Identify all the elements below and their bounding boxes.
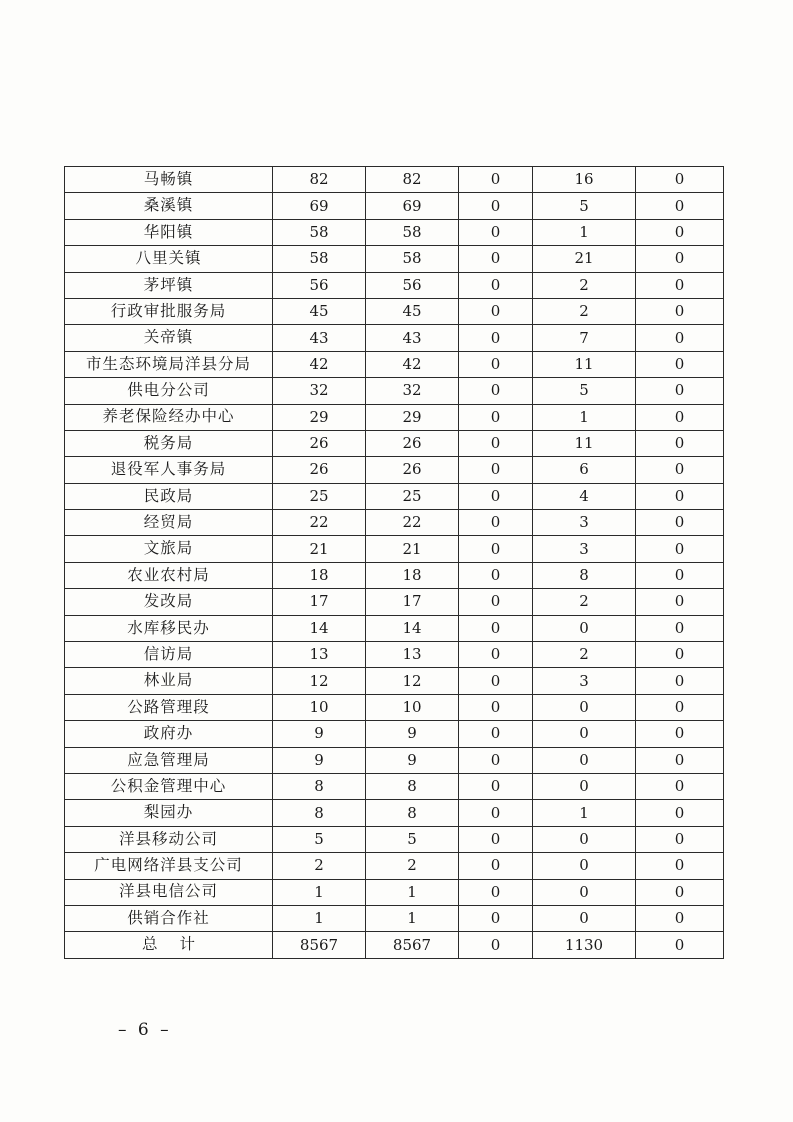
unit-name-cell: 八里关镇 bbox=[65, 246, 273, 272]
value-cell-4: 2 bbox=[533, 298, 636, 324]
value-cell-3: 0 bbox=[459, 826, 533, 852]
unit-name-cell: 经贸局 bbox=[65, 510, 273, 536]
value-cell-5: 0 bbox=[636, 351, 724, 377]
value-cell-5: 0 bbox=[636, 536, 724, 562]
table-row bbox=[65, 853, 724, 879]
unit-name-cell: 退役军人事务局 bbox=[65, 457, 273, 483]
value-cell-5: 0 bbox=[636, 721, 724, 747]
value-cell-2: 18 bbox=[366, 562, 459, 588]
total-value-cell-5: 0 bbox=[636, 932, 724, 958]
value-cell-3: 0 bbox=[459, 800, 533, 826]
value-cell-3: 0 bbox=[459, 562, 533, 588]
unit-name-cell: 洋县移动公司 bbox=[65, 826, 273, 852]
value-cell-3: 0 bbox=[459, 747, 533, 773]
value-cell-5: 0 bbox=[636, 246, 724, 272]
unit-name-cell: 马畅镇 bbox=[65, 167, 273, 193]
value-cell-2: 58 bbox=[366, 246, 459, 272]
value-cell-2: 21 bbox=[366, 536, 459, 562]
value-cell-1: 45 bbox=[273, 298, 366, 324]
value-cell-2: 29 bbox=[366, 404, 459, 430]
value-cell-3: 0 bbox=[459, 853, 533, 879]
value-cell-1: 1 bbox=[273, 905, 366, 931]
value-cell-5: 0 bbox=[636, 589, 724, 615]
value-cell-3: 0 bbox=[459, 668, 533, 694]
value-cell-4: 2 bbox=[533, 642, 636, 668]
value-cell-1: 2 bbox=[273, 853, 366, 879]
unit-name-cell: 茅坪镇 bbox=[65, 272, 273, 298]
table-row bbox=[65, 325, 724, 351]
value-cell-3: 0 bbox=[459, 219, 533, 245]
value-cell-3: 0 bbox=[459, 193, 533, 219]
total-row bbox=[65, 932, 724, 958]
value-cell-5: 0 bbox=[636, 378, 724, 404]
value-cell-2: 5 bbox=[366, 826, 459, 852]
value-cell-4: 0 bbox=[533, 853, 636, 879]
value-cell-5: 0 bbox=[636, 773, 724, 799]
value-cell-2: 82 bbox=[366, 167, 459, 193]
value-cell-4: 3 bbox=[533, 668, 636, 694]
value-cell-2: 1 bbox=[366, 905, 459, 931]
value-cell-1: 21 bbox=[273, 536, 366, 562]
value-cell-5: 0 bbox=[636, 298, 724, 324]
value-cell-1: 26 bbox=[273, 430, 366, 456]
value-cell-5: 0 bbox=[636, 800, 724, 826]
unit-name-cell: 政府办 bbox=[65, 721, 273, 747]
statistics-table bbox=[64, 166, 724, 959]
value-cell-2: 13 bbox=[366, 642, 459, 668]
total-value-cell-2: 8567 bbox=[366, 932, 459, 958]
value-cell-5: 0 bbox=[636, 483, 724, 509]
value-cell-2: 26 bbox=[366, 430, 459, 456]
value-cell-2: 45 bbox=[366, 298, 459, 324]
unit-name-cell: 梨园办 bbox=[65, 800, 273, 826]
unit-name-cell: 关帝镇 bbox=[65, 325, 273, 351]
table-row bbox=[65, 721, 724, 747]
value-cell-3: 0 bbox=[459, 457, 533, 483]
value-cell-2: 26 bbox=[366, 457, 459, 483]
value-cell-1: 32 bbox=[273, 378, 366, 404]
unit-name-cell: 农业农村局 bbox=[65, 562, 273, 588]
table-row bbox=[65, 905, 724, 931]
value-cell-3: 0 bbox=[459, 510, 533, 536]
table-row bbox=[65, 457, 724, 483]
value-cell-2: 32 bbox=[366, 378, 459, 404]
value-cell-4: 0 bbox=[533, 694, 636, 720]
value-cell-3: 0 bbox=[459, 430, 533, 456]
value-cell-2: 2 bbox=[366, 853, 459, 879]
value-cell-4: 11 bbox=[533, 351, 636, 377]
total-value-cell-1: 8567 bbox=[273, 932, 366, 958]
table-row bbox=[65, 747, 724, 773]
value-cell-2: 25 bbox=[366, 483, 459, 509]
table-row bbox=[65, 167, 724, 193]
value-cell-4: 5 bbox=[533, 378, 636, 404]
value-cell-3: 0 bbox=[459, 721, 533, 747]
table-body bbox=[65, 167, 724, 959]
value-cell-2: 8 bbox=[366, 773, 459, 799]
unit-name-cell: 洋县电信公司 bbox=[65, 879, 273, 905]
unit-name-cell: 华阳镇 bbox=[65, 219, 273, 245]
value-cell-3: 0 bbox=[459, 589, 533, 615]
value-cell-3: 0 bbox=[459, 325, 533, 351]
value-cell-1: 8 bbox=[273, 773, 366, 799]
unit-name-cell: 民政局 bbox=[65, 483, 273, 509]
value-cell-1: 42 bbox=[273, 351, 366, 377]
value-cell-1: 82 bbox=[273, 167, 366, 193]
table-row bbox=[65, 879, 724, 905]
value-cell-1: 25 bbox=[273, 483, 366, 509]
value-cell-4: 3 bbox=[533, 510, 636, 536]
table-row bbox=[65, 193, 724, 219]
unit-name-cell: 供销合作社 bbox=[65, 905, 273, 931]
value-cell-4: 21 bbox=[533, 246, 636, 272]
table-row bbox=[65, 800, 724, 826]
value-cell-3: 0 bbox=[459, 404, 533, 430]
value-cell-5: 0 bbox=[636, 457, 724, 483]
value-cell-4: 1 bbox=[533, 800, 636, 826]
value-cell-3: 0 bbox=[459, 483, 533, 509]
value-cell-4: 0 bbox=[533, 905, 636, 931]
unit-name-cell: 公积金管理中心 bbox=[65, 773, 273, 799]
value-cell-2: 8 bbox=[366, 800, 459, 826]
value-cell-1: 14 bbox=[273, 615, 366, 641]
value-cell-4: 11 bbox=[533, 430, 636, 456]
value-cell-4: 16 bbox=[533, 167, 636, 193]
value-cell-2: 10 bbox=[366, 694, 459, 720]
value-cell-5: 0 bbox=[636, 615, 724, 641]
unit-name-cell: 广电网络洋县支公司 bbox=[65, 853, 273, 879]
unit-name-cell: 发改局 bbox=[65, 589, 273, 615]
table-row bbox=[65, 351, 724, 377]
value-cell-5: 0 bbox=[636, 668, 724, 694]
value-cell-3: 0 bbox=[459, 879, 533, 905]
value-cell-4: 0 bbox=[533, 773, 636, 799]
value-cell-4: 0 bbox=[533, 747, 636, 773]
unit-name-cell: 林业局 bbox=[65, 668, 273, 694]
unit-name-cell: 税务局 bbox=[65, 430, 273, 456]
table-row bbox=[65, 483, 724, 509]
unit-name-cell: 水库移民办 bbox=[65, 615, 273, 641]
table-row bbox=[65, 773, 724, 799]
value-cell-1: 43 bbox=[273, 325, 366, 351]
table-row bbox=[65, 430, 724, 456]
unit-name-cell: 桑溪镇 bbox=[65, 193, 273, 219]
value-cell-2: 9 bbox=[366, 721, 459, 747]
value-cell-5: 0 bbox=[636, 694, 724, 720]
value-cell-3: 0 bbox=[459, 642, 533, 668]
value-cell-2: 1 bbox=[366, 879, 459, 905]
table-row bbox=[65, 562, 724, 588]
value-cell-5: 0 bbox=[636, 562, 724, 588]
value-cell-5: 0 bbox=[636, 642, 724, 668]
value-cell-2: 14 bbox=[366, 615, 459, 641]
value-cell-4: 6 bbox=[533, 457, 636, 483]
table-row bbox=[65, 510, 724, 536]
value-cell-5: 0 bbox=[636, 879, 724, 905]
value-cell-1: 29 bbox=[273, 404, 366, 430]
unit-name-cell: 文旅局 bbox=[65, 536, 273, 562]
value-cell-4: 1 bbox=[533, 219, 636, 245]
table-row bbox=[65, 615, 724, 641]
value-cell-1: 26 bbox=[273, 457, 366, 483]
table-row bbox=[65, 246, 724, 272]
table-row bbox=[65, 219, 724, 245]
value-cell-1: 18 bbox=[273, 562, 366, 588]
table-row bbox=[65, 694, 724, 720]
value-cell-1: 5 bbox=[273, 826, 366, 852]
value-cell-4: 2 bbox=[533, 272, 636, 298]
value-cell-5: 0 bbox=[636, 167, 724, 193]
value-cell-2: 69 bbox=[366, 193, 459, 219]
value-cell-1: 1 bbox=[273, 879, 366, 905]
unit-name-cell: 供电分公司 bbox=[65, 378, 273, 404]
value-cell-1: 9 bbox=[273, 721, 366, 747]
value-cell-3: 0 bbox=[459, 351, 533, 377]
table-row bbox=[65, 826, 724, 852]
value-cell-2: 9 bbox=[366, 747, 459, 773]
value-cell-1: 8 bbox=[273, 800, 366, 826]
value-cell-1: 58 bbox=[273, 219, 366, 245]
table-row bbox=[65, 298, 724, 324]
value-cell-4: 0 bbox=[533, 615, 636, 641]
value-cell-2: 58 bbox=[366, 219, 459, 245]
value-cell-4: 1 bbox=[533, 404, 636, 430]
table-row bbox=[65, 668, 724, 694]
value-cell-4: 2 bbox=[533, 589, 636, 615]
value-cell-5: 0 bbox=[636, 430, 724, 456]
value-cell-1: 69 bbox=[273, 193, 366, 219]
total-value-cell-4: 1130 bbox=[533, 932, 636, 958]
page-number: – 6 – bbox=[118, 1020, 172, 1040]
value-cell-1: 9 bbox=[273, 747, 366, 773]
value-cell-5: 0 bbox=[636, 325, 724, 351]
unit-name-cell: 信访局 bbox=[65, 642, 273, 668]
value-cell-3: 0 bbox=[459, 905, 533, 931]
value-cell-1: 58 bbox=[273, 246, 366, 272]
value-cell-5: 0 bbox=[636, 193, 724, 219]
table-row bbox=[65, 642, 724, 668]
unit-name-cell: 市生态环境局洋县分局 bbox=[65, 351, 273, 377]
value-cell-4: 0 bbox=[533, 721, 636, 747]
value-cell-1: 22 bbox=[273, 510, 366, 536]
table-row bbox=[65, 272, 724, 298]
value-cell-1: 10 bbox=[273, 694, 366, 720]
unit-name-cell: 行政审批服务局 bbox=[65, 298, 273, 324]
table-row bbox=[65, 536, 724, 562]
value-cell-1: 17 bbox=[273, 589, 366, 615]
value-cell-3: 0 bbox=[459, 246, 533, 272]
unit-name-cell: 公路管理段 bbox=[65, 694, 273, 720]
value-cell-3: 0 bbox=[459, 536, 533, 562]
value-cell-5: 0 bbox=[636, 826, 724, 852]
value-cell-4: 7 bbox=[533, 325, 636, 351]
value-cell-1: 56 bbox=[273, 272, 366, 298]
table-row bbox=[65, 589, 724, 615]
total-label-cell: 总计 bbox=[65, 932, 273, 958]
value-cell-5: 0 bbox=[636, 219, 724, 245]
value-cell-3: 0 bbox=[459, 167, 533, 193]
value-cell-4: 8 bbox=[533, 562, 636, 588]
value-cell-2: 42 bbox=[366, 351, 459, 377]
value-cell-4: 4 bbox=[533, 483, 636, 509]
unit-name-cell: 养老保险经办中心 bbox=[65, 404, 273, 430]
value-cell-5: 0 bbox=[636, 404, 724, 430]
value-cell-3: 0 bbox=[459, 298, 533, 324]
value-cell-3: 0 bbox=[459, 773, 533, 799]
value-cell-2: 22 bbox=[366, 510, 459, 536]
table-row bbox=[65, 404, 724, 430]
total-value-cell-3: 0 bbox=[459, 932, 533, 958]
value-cell-1: 12 bbox=[273, 668, 366, 694]
value-cell-5: 0 bbox=[636, 272, 724, 298]
value-cell-2: 43 bbox=[366, 325, 459, 351]
value-cell-5: 0 bbox=[636, 853, 724, 879]
value-cell-3: 0 bbox=[459, 378, 533, 404]
unit-name-cell: 应急管理局 bbox=[65, 747, 273, 773]
table-row bbox=[65, 378, 724, 404]
value-cell-3: 0 bbox=[459, 615, 533, 641]
value-cell-4: 0 bbox=[533, 826, 636, 852]
value-cell-3: 0 bbox=[459, 272, 533, 298]
value-cell-5: 0 bbox=[636, 747, 724, 773]
value-cell-2: 56 bbox=[366, 272, 459, 298]
value-cell-5: 0 bbox=[636, 905, 724, 931]
value-cell-4: 3 bbox=[533, 536, 636, 562]
value-cell-3: 0 bbox=[459, 694, 533, 720]
value-cell-5: 0 bbox=[636, 510, 724, 536]
value-cell-2: 12 bbox=[366, 668, 459, 694]
value-cell-2: 17 bbox=[366, 589, 459, 615]
value-cell-1: 13 bbox=[273, 642, 366, 668]
value-cell-4: 5 bbox=[533, 193, 636, 219]
value-cell-4: 0 bbox=[533, 879, 636, 905]
